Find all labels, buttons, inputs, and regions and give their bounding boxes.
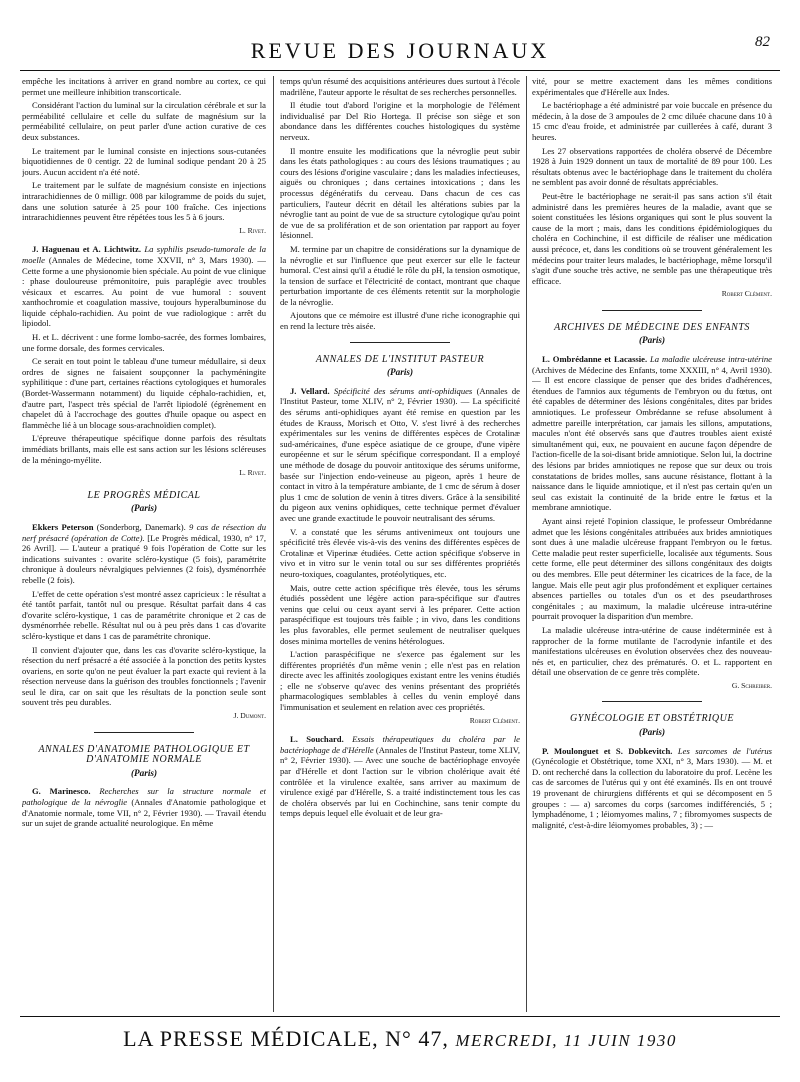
section-divider xyxy=(602,310,702,311)
running-title: REVUE DES JOURNAUX xyxy=(250,38,550,63)
article-authors: P. Moulonguet et S. Dobkevitch. xyxy=(542,745,673,756)
paragraph: empêche les incitations à arriver en grand nombre au cortex, ce qui permet une meilleure inhibition transcorticale. xyxy=(22,76,266,97)
article-reference: (Archives de Médecine des Enfants, tome XXXIII, n° 4, Avril 1930). — Il est encore classique de penser que des brides d'adhérences, étendues de l'amnios aux téguments de l'embryon ou du fœtus, ont été capables de déterminer des lésions congénitales, dites par brides amniotiques. Le professeur Ombrédanne se refuse absolument à admettre pareille interprétation, car jamais les sillons, amputations, macules n'ont été observés sans que d'autres troubles aient existé simultanément qui, eux, ne pouvaient en aucune façon dépendre de l'action-ficelle de la soi-disant bride amniotique. Selon lui, la doctrine des lésions par brides amniotiques ne repose que sur deux ou trois constatations de brides molles, sans aucune résistance, flottant à la naissance dans le liquide amniotique, et il n'est pas certain qu'en un seul cas existait la continuité de la bride entre le fœtus et la membrane amniotique. xyxy=(532,364,772,513)
paragraph: Les 27 observations rapportées de choléra observé de Décembre 1928 à Juin 1929 donnent un taux de mortalité de 89 pour 100. Les résultats obtenus avec le bactériophage dans le traitement du choléra ne semblent pas avoir donné de résultats appréciables. xyxy=(532,145,772,188)
article-intro xyxy=(532,354,772,513)
article-reference: (Gynécologie et Obstétrique, tome XXI, n° 3, Mars 1930). — M. et D. ont recherché dans la collection du laboratoire du prof. Lecène les cas de sarcomes de l'utérus qui y ont été examinés. Ils en ont trouvé 19 provenant de chirurgiens différents et qui se décomposent en 5 groupes : — a) sarcomes du corps (sarcomes indifférenciés, 5 ; lymphadénome, 1 ; léiomyomes malins, 7 ; fibromyomes suspects de malignité, c'est-à-dire léiomyomes probables, 3) ; — xyxy=(532,756,772,830)
section-heading: ARCHIVES DE MÉDECINE DES ENFANTS xyxy=(554,321,750,333)
article-title: Spécificité des sérums anti-ophidiques xyxy=(333,385,473,396)
section-city: (Paris) xyxy=(130,767,158,778)
paragraph: H. et L. décrivent : une forme lombo-sacrée, des formes lombaires, une forme dorsale, des formes cervicales. xyxy=(22,332,266,353)
article-intro xyxy=(280,734,520,819)
paragraph: Mais, outre cette action spécifique très élevée, tous les sérums étudiés possèdent une légère action para-spécifique sur d'autres venins que celui ou ceux ayant servi à les préparer. Cette action paraspécifique est toujours très faible ; in vivo, dans les conditions les plus favorables, elle permet seulement de neutraliser quelques doses minima mortelles de venins hétérologues. xyxy=(280,582,520,646)
article-title: 9 cas de résection du nerf présacré (opération de Cotte). xyxy=(22,521,266,543)
article-reference: [Le Progrès médical, 1930, n° 17, 26 Avril]. — L'auteur a pratiqué 9 fois l'opération de Cotte sur les indications suivantes : ovarite scléro-kystique (5 fois), paramétrite chronique à douleurs névralgiques pelviennes (2 fois), dysménorrhée rebelle (2 fois). xyxy=(22,532,266,585)
column-left xyxy=(22,76,266,1012)
article-title: Les sarcomes de l'utérus xyxy=(677,745,772,756)
paragraph: L'action paraspécifique ne s'exerce pas également sur les différentes propriétés d'un même venin ; elle n'est pas en relation directe avec les affinités zoologiques existant entre les venins étudiés ; elle ne s'observe qu'avec des venins présentant des propriétés pharmacologiques semblables à celles du venin employé dans l'immunisation et seulement en relation avec ces propriétés. xyxy=(280,649,520,713)
paragraph: vité, pour se mettre exactement dans les mêmes conditions expérimentales que d'Hérelle aux Indes. xyxy=(532,76,772,97)
section-heading: ANNALES DE L'INSTITUT PASTEUR xyxy=(315,353,485,365)
section-heading: LE PROGRÈS MÉDICAL xyxy=(87,489,201,501)
paragraph: M. termine par un chapitre de considérations sur la dynamique de la névroglie et sur l'influence que peut exercer sur elle le facteur humoral. C'est ainsi qu'il a étudié le rôle du pH, la tension osmotique, la tension de surface et l'électricité de contact, montrant que chaque perturbation importante de ces éléments retentit sur la morphologie de la névroglie. xyxy=(280,243,520,307)
paragraph: L'effet de cette opération s'est montré assez capricieux : le résultat a été tantôt parfait, tantôt nul ou presque. Résultat parfait dans 4 cas d'ovarite scléro-kystique, 1 cas de paramétrite chronique et 2 cas de dysménorrhée rebelle. Résultat nul ou à peu près dans 1 cas d'ovarite scléro-kystique et dans 1 cas de paramétrite chronique. xyxy=(22,588,266,641)
paragraph: Peut-être le bactériophage ne serait-il pas sans action s'il était administré dans les premières heures de la maladie, avant que se soient constituées les lésions organiques qui sont le plus souvent la cause de la mort ; mais, dans les conditions épidémiologiques du choléra en Cochinchine, il est difficile de réaliser une médication aussi précoce, et, dans les conditions où se trouvent généralement les médecins pour traiter leurs malades, le bactériophage, même lorsqu'il s'agit d'une souche très active, ne semble pas une thérapeutique très efficace. xyxy=(532,190,772,286)
article-authors: G. Marinesco. xyxy=(32,786,91,797)
footer-date: MERCREDI, 11 JUIN 1930 xyxy=(455,1031,677,1050)
article-intro xyxy=(22,244,266,329)
paragraph: Considérant l'action du luminal sur la circulation cérébrale et sur la perméabilité cellulaire et celle du sulfate de magnésium sur la perméabilité cellulaire, on peut parler d'une action curative de ces deux substances. xyxy=(22,100,266,142)
header-rule xyxy=(20,70,780,71)
page-header xyxy=(20,34,780,68)
article-authors: L. Souchard. xyxy=(290,734,344,745)
signature: J. Dumont. xyxy=(233,711,266,721)
signature: L. Rivet. xyxy=(239,225,266,235)
section-divider xyxy=(602,701,702,702)
article-authors: J. Haguenau et A. Lichtwitz. xyxy=(32,244,142,255)
paragraph: Ce serait en tout point le tableau d'une tumeur médullaire, si deux ordres de signes ne faisaient soupçonner la pachyméningite syphilitique : d'une part, certaines réactions cytologiques et humorales (Bordet-Wassermann notamment) du liquide céphalo-rachidien, et, d'autre part, l'aspect très spécial de l'arrêt lipiodolé (égrènement en chapelet dû à l'accrochage des gouttes d'huile opaque ou aspect en flammèche lié à un blocage sous-arachnoïdien complet). xyxy=(22,356,266,430)
section-city: (Paris) xyxy=(130,503,158,514)
article-intro xyxy=(532,746,772,831)
paragraph: L'épreuve thérapeutique spécifique donne parfois des résultats immédiats brillants, mais elle est sans action sur les lésions scléreuses de la méningo-myélite. xyxy=(22,433,266,465)
article-title: La maladie ulcéreuse intra-utérine xyxy=(650,354,772,365)
section-divider xyxy=(350,342,450,343)
paragraph: Il étudie tout d'abord l'origine et la morphologie de l'élément individualisé par Del Rio Hortega. Il précise son siège et son abondance dans les différentes couches histologiques du système nerveux. xyxy=(280,100,520,142)
section-city: (Paris) xyxy=(638,335,666,346)
article-authors: J. Vellard. xyxy=(290,385,330,396)
page-number: 82 xyxy=(755,34,770,50)
paragraph: temps qu'un résumé des acquisitions antérieures dues surtout à l'école madrilène, l'auteur apporte le résultat de ses recherches personnelles. xyxy=(280,76,520,97)
article-place: (Sonderborg, Danemark). xyxy=(96,521,186,532)
paragraph: V. a constaté que les sérums antivenimeux ont toujours une spécificité très élevée vis-à-vis des venins des différentes espèces de Crotalinæ et Viperinæ étudiées. Cette action spécifique s'observe in vivo et in vitro sur le venin total ou sur ses différentes propriétés neuro-toxiques, coagulantes, protéolytiques, etc. xyxy=(280,526,520,579)
paragraph: Il montre ensuite les modifications que la névroglie peut subir dans les états pathologiques : au cours des lésions traumatiques ; au cours des lésions d'origine vasculaire ; dans les maladies infectieuses, aiguës ou chroniques ; dans certaines intoxications ; dans les processus dégénératifs du cerveau. Dans chacun de ces cas particuliers, l'auteur décrit en détail les altérations subies par la névroglie tant au point de vue de sa structure cytologique qu'au point de vue de sa prolifération et de son orientation par rapport au foyer lésionnel. xyxy=(280,145,520,241)
article-intro xyxy=(22,522,266,586)
section-city: (Paris) xyxy=(386,367,414,378)
footer-journal: LA PRESSE MÉDICALE, N° 47, xyxy=(123,1026,449,1051)
article-reference: (Annales de l'Institut Pasteur, tome XLIV, n° 2, Février 1930). — Avec une souche de bactériophage envoyée par d'Hérelle et dont l'action sur le vibrion cholérique avait été contrôlée et la virulence exaltée, sans arriver au maximum de virulence exigé par d'Hérelle, S. a traité indistinctement tous les cas de choléra observés par lui en Cochinchine, sans tenir compte du temps depuis lequel elle évoluait et de leur gra- xyxy=(280,744,520,819)
article-intro xyxy=(22,786,266,828)
article-reference: (Annales d'Anatomie pathologique et d'Anatomie normale, tome VII, n° 2, Février 1930). — Travail étendu sur un sujet de grande actualité neurologique. En même xyxy=(22,797,266,829)
signature: L. Rivet. xyxy=(239,468,266,478)
article-title: Recherches sur la structure normale et pathologique de la névroglie xyxy=(22,786,266,808)
paragraph: Il convient d'ajouter que, dans les cas d'ovarite scléro-kystique, la résection du nerf présacré a été associée à la ponction des petits kystes ovariens, en sorte qu'on ne peut évaluer la part exacte qui revient à la résection nerveuse dans la guérison des troubles fonctionnels ; l'avenir seul le dira, car on sait que les résultats de la ponction seule sont souvent très peu durables. xyxy=(22,644,266,708)
paragraph: Ayant ainsi rejeté l'opinion classique, le professeur Ombrédanne admet que les lésions congénitales attribuées aux brides amniotiques sont dues à une maladie ulcéreuse frappant l'embryon ou le fœtus. Cette maladie peut rester superficielle, localisée aux téguments. Sous cette forme, elle peut déterminer des sillons congénitaux des doigts ou des membres. Elle peut déterminer les cicatrices de la face, de la langue. Mais elle peut agir plus profondément et expliquer certaines absences partielles ou totales d'un os et des pseudarthroses congénitales ; au maximum, la maladie ulcéreuse intra-utérine pourrait provoquer la disparition d'un membre. xyxy=(532,515,772,622)
article-intro xyxy=(280,386,520,524)
article-title: La syphilis pseudo-tumorale de la moelle xyxy=(22,244,266,265)
article-reference: (Annales de Médecine, tome XXVII, n° 3, Mars 1930). — Cette forme a une physionomie bien spéciale. Au point de vue clinique : phase douloureuse prémonitoire, puis paraplégie avec troubles vésicaux et escarres. Au point de vue humoral : souvent xanthochromie et coagulation massive, toujours hyperalbuminose du liquide céphalo-rachidien. Au point de vue radiologique : arrêt du lipiodol. xyxy=(22,254,266,329)
column-divider xyxy=(526,76,527,1012)
footer-rule xyxy=(20,1016,780,1017)
signature: G. Schreiber. xyxy=(731,680,772,690)
section-heading: GYNÉCOLOGIE ET OBSTÉTRIQUE xyxy=(570,713,734,725)
article-title: Essais thérapeutiques du choléra par le bactériophage de d'Hérelle xyxy=(280,734,520,755)
section-city: (Paris) xyxy=(638,727,666,738)
page-footer xyxy=(20,1026,780,1052)
article-authors: L. Ombrédanne et Lacassie. xyxy=(542,354,648,365)
column-right xyxy=(532,76,772,1012)
column-middle xyxy=(280,76,520,1012)
signature: Robert Clément. xyxy=(721,289,772,299)
column-divider xyxy=(273,76,274,1012)
signature: Robert Clément. xyxy=(469,715,520,725)
paragraph: Le traitement par le sulfate de magnésium consiste en injections intrarachidiennes de 0 milligr. 008 par kilogramme de poids du sujet, dans une solution saturée à 25 pour 100 fraîche. Ces injections intrarachidiennes peuvent être répétées tous les 5 à 6 jours. xyxy=(22,180,266,223)
article-reference: (Annales de l'Institut Pasteur, tome XLIV, n° 2, Février 1930). — La spécificité des sérums anti-ophidiques ayant été remise en question par les études de Krauss, Morisch et Otto, V. s'est livré à des recherches expérimentales sur les venins de différentes espèces de Crotalinæ sud-américaines, d'une espèce asiatique de ce groupe, d'une vipère européenne et sur le sérum spécifique correspondant. Il a employé une méthode de dosage du pouvoir antitoxique des sérums uniforme, basée sur l'injection endo-veineuse au pigeon, après 1 heure de contact in vitro à la température ambiante, de 1 cmc de sérum à doser plus 1 cmc de solution de venin à titres divers. Grâce à la sensibilité du pigeon aux venins ophidiques, cette technique permet d'évaluer avec une grande exactitude le pouvoir neutralisant des sérums. xyxy=(280,385,520,523)
section-heading: ANNALES D'ANATOMIE PATHOLOGIQUE ET D'ANATOMIE NORMALE xyxy=(38,743,250,766)
paragraph: Le bactériophage a été administré par voie buccale en présence du médecin, à la dose de 3 ampoules de 2 cmc diluée chacune dans 10 à 15 cmc d'eau froide, et administrée par cuillerées à café, durant 3 heures. xyxy=(532,100,772,142)
article-authors: Ekkers Peterson xyxy=(32,521,94,532)
paragraph: Ajoutons que ce mémoire est illustré d'une riche iconographie qui en rend la lecture très aisée. xyxy=(280,310,520,332)
section-divider xyxy=(94,732,194,733)
paragraph: La maladie ulcéreuse intra-utérine de cause indéterminée est à rapprocher de la forme mutilante de l'acrodynie infantile et des manifestations ulcéreuses en évolution observées chez des nouveau-nés et, en particulier, chez des prématurés. O. et L. rapportent en détail une observation de ce genre très complète. xyxy=(532,624,772,678)
paragraph: Le traitement par le luminal consiste en injections sous-cutanées biquotidiennes de 0 centigr. 22 de luminal sodique pendant 20 à 25 jours. Aucun accident n'a été noté. xyxy=(22,145,266,177)
